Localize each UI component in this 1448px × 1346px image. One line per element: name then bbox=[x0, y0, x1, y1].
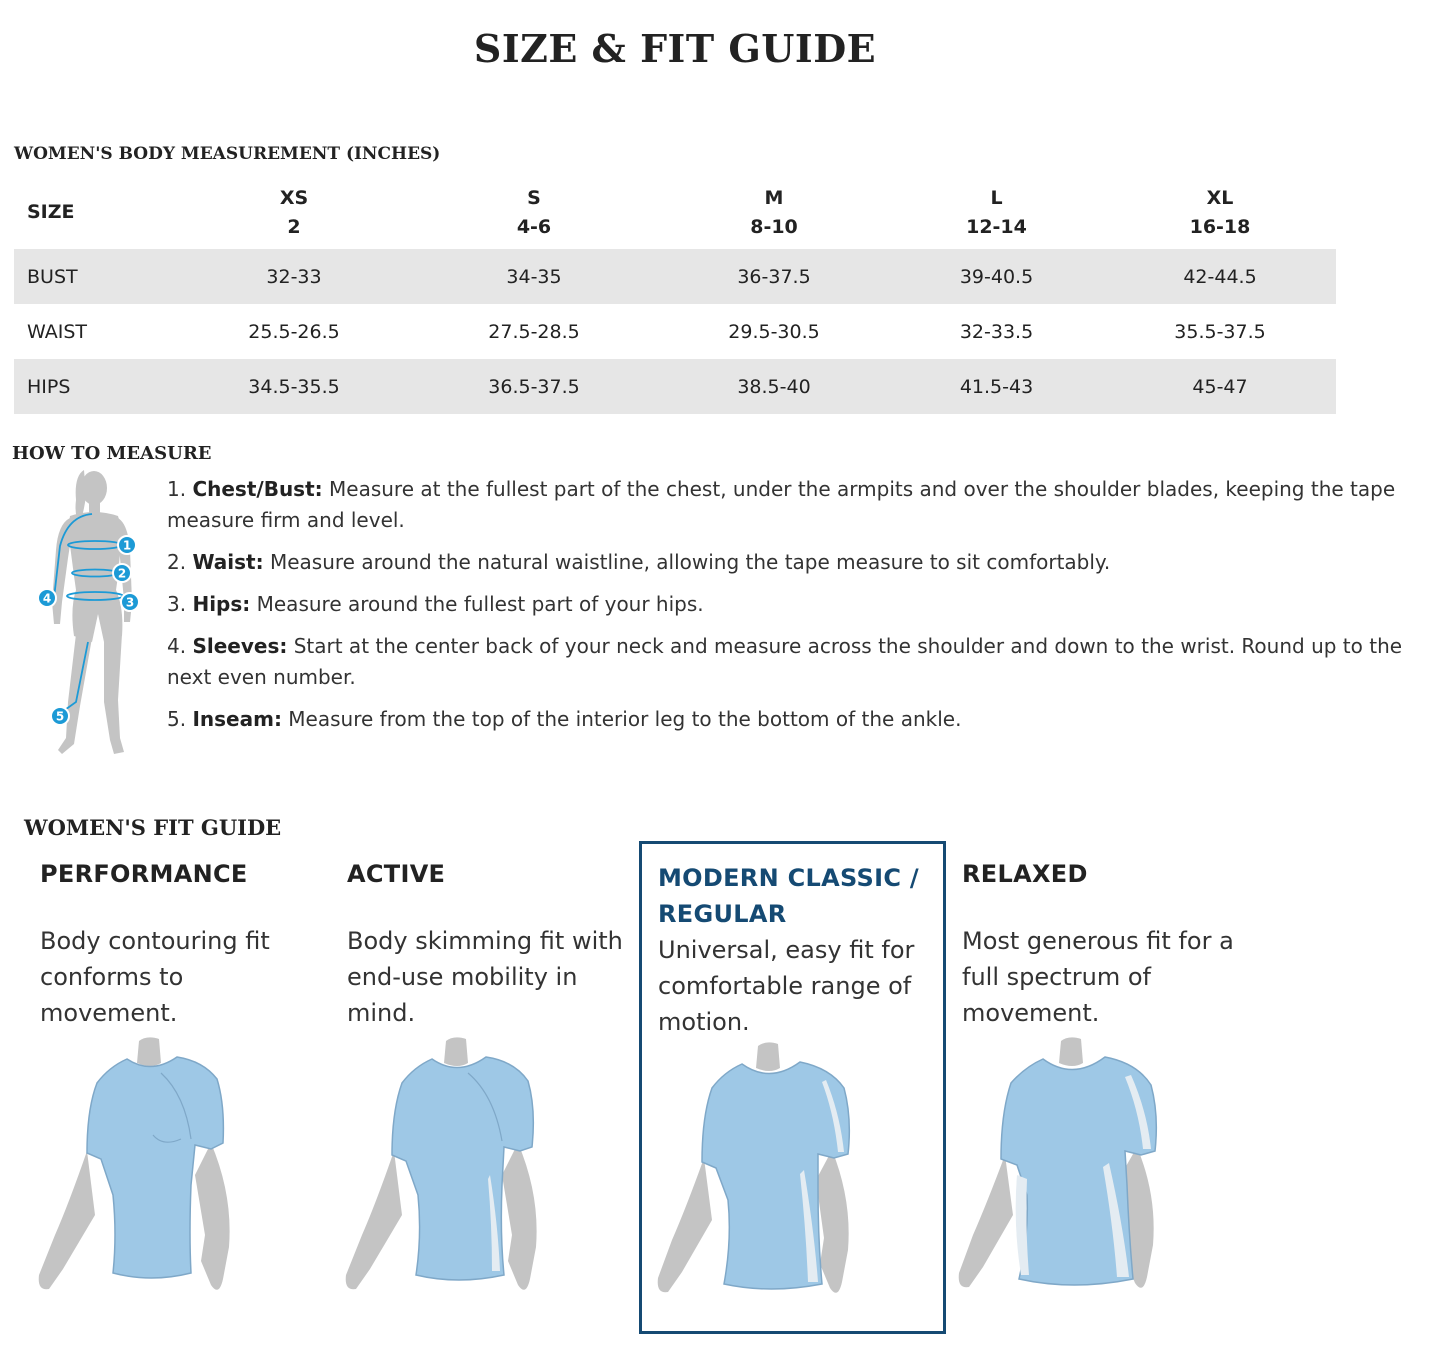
measuring-figure-illustration bbox=[14, 466, 144, 761]
size-header-s bbox=[409, 176, 659, 249]
measure-instructions bbox=[167, 474, 1407, 746]
fit-option-performance[interactable] bbox=[40, 856, 320, 1031]
performance-shirt-illustration bbox=[35, 1035, 255, 1309]
instruction-chest bbox=[167, 474, 1407, 536]
step-number: 5. bbox=[167, 707, 187, 731]
table-row-bust bbox=[14, 249, 1336, 304]
fit-option-relaxed[interactable] bbox=[962, 856, 1242, 1031]
marker-label: 1 bbox=[122, 538, 132, 553]
step-text: Measure around the natural waistline, allowing the tape measure to sit comfortably. bbox=[269, 550, 1111, 574]
table-cell: 32-33 bbox=[179, 249, 409, 304]
instruction-hips bbox=[167, 589, 1407, 620]
table-cell: 27.5-28.5 bbox=[488, 320, 580, 343]
size-chart-table bbox=[14, 176, 1336, 414]
modern-classic-shirt-illustration bbox=[654, 1040, 874, 1309]
size-letter: XL bbox=[1206, 186, 1234, 209]
size-number: 12-14 bbox=[966, 215, 1027, 238]
table-cell: 39-40.5 bbox=[889, 249, 1104, 304]
size-number: 16-18 bbox=[1189, 215, 1251, 238]
table-cell: 38.5-40 bbox=[659, 359, 889, 414]
step-term: Waist: bbox=[192, 550, 264, 574]
fit-option-modern-classic[interactable] bbox=[658, 860, 928, 1040]
step-number: 3. bbox=[167, 592, 187, 616]
size-number: 4-6 bbox=[516, 215, 552, 238]
table-cell: 25.5-26.5 bbox=[248, 320, 340, 343]
step-number: 2. bbox=[167, 550, 187, 574]
fit-description: Universal, easy fit for comfortable range of motion. bbox=[658, 936, 915, 1036]
body-silhouette-icon bbox=[14, 466, 144, 761]
active-shirt-illustration bbox=[342, 1035, 562, 1309]
size-corner-label: SIZE bbox=[27, 201, 75, 223]
table-row-hips bbox=[14, 359, 1336, 414]
size-number: 8-10 bbox=[750, 215, 798, 238]
tshirt-icon bbox=[957, 1035, 1177, 1305]
fit-name: RELAXED bbox=[962, 860, 1088, 888]
size-header-m bbox=[659, 176, 889, 249]
step-text: Measure from the top of the interior leg to the bottom of the ankle. bbox=[288, 707, 962, 731]
marker-label: 4 bbox=[42, 591, 52, 606]
how-to-measure-heading: HOW TO MEASURE bbox=[12, 443, 212, 464]
table-cell: 36-37.5 bbox=[659, 249, 889, 304]
size-header-xl bbox=[1104, 176, 1336, 249]
step-term: Hips: bbox=[192, 592, 251, 616]
instruction-inseam bbox=[167, 704, 1407, 735]
table-cell: 42-44.5 bbox=[1104, 249, 1336, 304]
table-cell: 36.5-37.5 bbox=[409, 359, 659, 414]
table-row-waist bbox=[14, 304, 1336, 359]
size-letter: M bbox=[764, 186, 784, 209]
fit-name: MODERN CLASSIC / REGULAR bbox=[658, 864, 919, 928]
step-number: 4. bbox=[167, 634, 187, 658]
tshirt-icon bbox=[35, 1035, 255, 1305]
fit-option-active[interactable] bbox=[347, 856, 627, 1031]
step-term: Chest/Bust: bbox=[192, 477, 323, 501]
row-label: WAIST bbox=[27, 320, 88, 343]
measurement-heading: WOMEN'S BODY MEASUREMENT (INCHES) bbox=[14, 144, 441, 164]
instruction-sleeves bbox=[167, 631, 1407, 693]
row-label: BUST bbox=[14, 249, 179, 304]
fit-description: Most generous fit for a full spectrum of movement. bbox=[962, 927, 1234, 1027]
marker-label: 3 bbox=[125, 595, 135, 610]
table-cell: 34-35 bbox=[409, 249, 659, 304]
step-term: Inseam: bbox=[192, 707, 282, 731]
step-text: Measure around the fullest part of your hips. bbox=[256, 592, 704, 616]
relaxed-shirt-illustration bbox=[957, 1035, 1177, 1309]
step-number: 1. bbox=[167, 477, 187, 501]
table-cell: 29.5-30.5 bbox=[728, 320, 820, 343]
fit-description: Body skimming fit with end-use mobility in mind. bbox=[347, 927, 623, 1027]
size-letter: S bbox=[527, 186, 541, 209]
tshirt-icon bbox=[654, 1040, 874, 1305]
size-letter: L bbox=[990, 186, 1003, 209]
fit-name: PERFORMANCE bbox=[40, 860, 248, 888]
step-text: Start at the center back of your neck and measure across the shoulder and down to the wrist. Round up to the next even number. bbox=[167, 634, 1403, 689]
table-cell: 35.5-37.5 bbox=[1174, 320, 1266, 343]
row-label: HIPS bbox=[14, 359, 179, 414]
fit-name: ACTIVE bbox=[347, 860, 446, 888]
size-letter: XS bbox=[279, 186, 309, 209]
size-number: 2 bbox=[287, 215, 301, 238]
table-cell: 34.5-35.5 bbox=[179, 359, 409, 414]
fit-description: Body contouring fit conforms to movement. bbox=[40, 927, 270, 1027]
table-cell: 41.5-43 bbox=[889, 359, 1104, 414]
size-header-l bbox=[889, 176, 1104, 249]
fit-guide-heading: WOMEN'S FIT GUIDE bbox=[24, 815, 282, 840]
size-header-xs bbox=[179, 176, 409, 249]
size-header-row bbox=[14, 176, 1336, 249]
page-title: SIZE & FIT GUIDE bbox=[473, 26, 877, 71]
table-cell: 45-47 bbox=[1104, 359, 1336, 414]
tshirt-icon bbox=[342, 1035, 562, 1305]
step-text: Measure at the fullest part of the chest, under the armpits and over the shoulder blades, keeping the tape measure firm and level. bbox=[167, 477, 1396, 532]
instruction-waist bbox=[167, 547, 1407, 578]
marker-label: 5 bbox=[55, 709, 65, 724]
table-cell: 32-33.5 bbox=[959, 320, 1034, 343]
step-term: Sleeves: bbox=[192, 634, 288, 658]
marker-label: 2 bbox=[117, 566, 127, 581]
